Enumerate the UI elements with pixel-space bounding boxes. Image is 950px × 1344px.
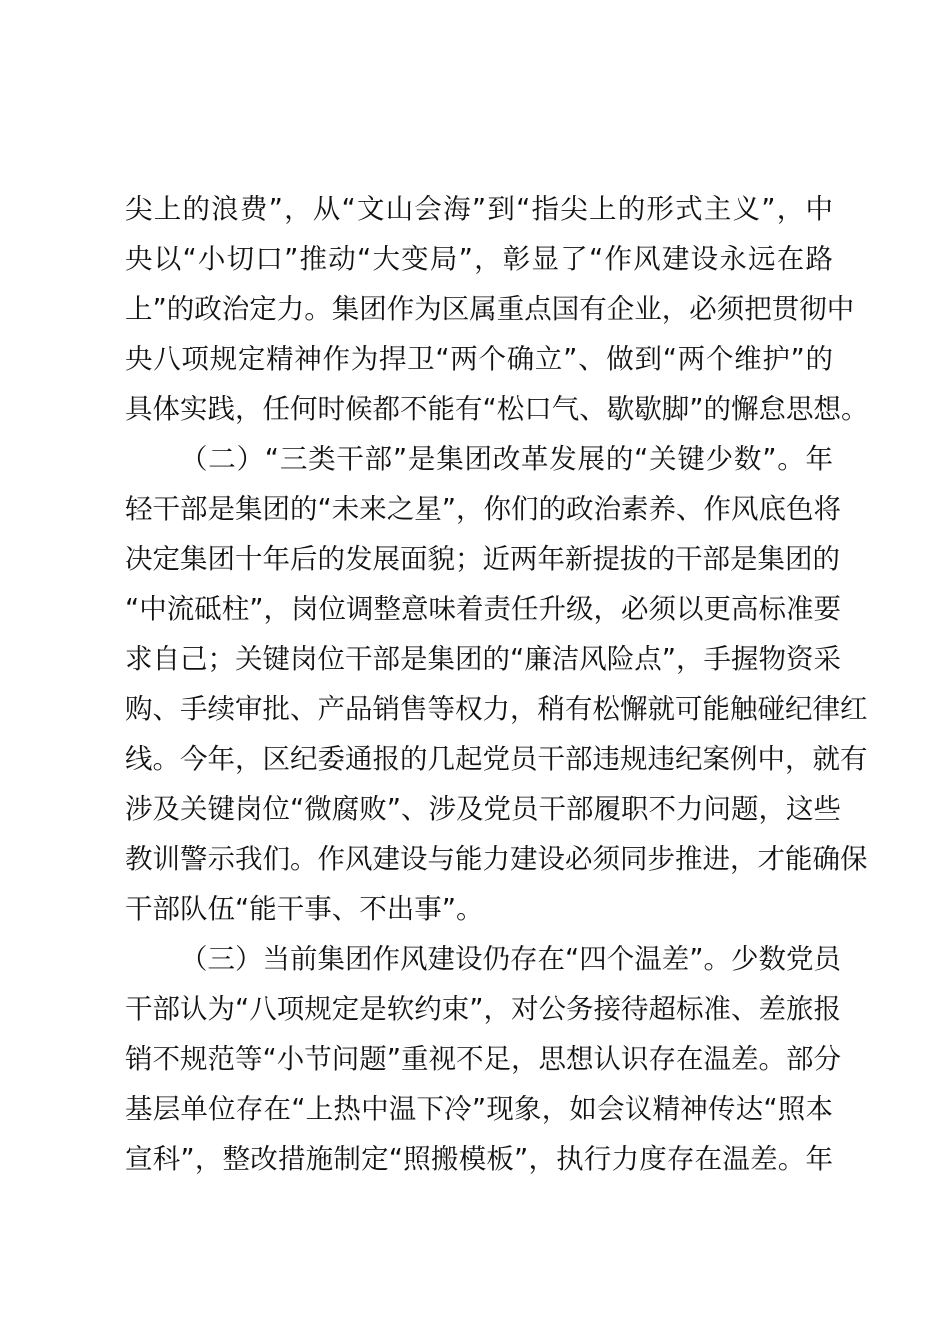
text-line: 上”的政治定力。集团作为区属重点国有企业，必须把贯彻中 — [125, 293, 855, 325]
text-line: 销不规范等“小节问题”重视不足，思想认识存在温差。部分 — [125, 1043, 841, 1075]
text-line: 具体实践，任何时候都不能有“松口气、歇歇脚”的懈怠思想。 — [125, 393, 869, 425]
text-line: 干部认为“八项规定是软约束”，对公务接待超标准、差旅报 — [125, 993, 841, 1025]
paragraph-1 — [125, 184, 869, 434]
text-line: 轻干部是集团的“未来之星”，你们的政治素养、作风底色将 — [125, 493, 841, 525]
text-line: 教训警示我们。作风建设与能力建设必须同步推进，才能确保 — [125, 843, 868, 875]
text-line: 尖上的浪费”，从“文山会海”到“指尖上的形式主义”，中 — [125, 193, 833, 225]
document-body — [125, 184, 869, 1184]
text-line: 线。今年，区纪委通报的几起党员干部违规违纪案例中，就有 — [125, 743, 868, 775]
text-line: 干部队伍“能干事、不出事”。 — [125, 893, 484, 925]
text-line: （二）“三类干部”是集团改革发展的“关键少数”。年 — [180, 443, 833, 475]
text-line: 央以“小切口”推动“大变局”，彰显了“作风建设永远在路 — [125, 243, 833, 275]
text-line: （三）当前集团作风建设仍存在“四个温差”。少数党员 — [180, 943, 841, 975]
text-line: “中流砥柱”，岗位调整意味着责任升级，必须以更高标准要 — [125, 593, 841, 625]
paragraph-2 — [125, 434, 868, 934]
text-line: 求自己；关键岗位干部是集团的“廉洁风险点”，手握物资采 — [125, 643, 841, 675]
text-line: 涉及关键岗位“微腐败”、涉及党员干部履职不力问题，这些 — [125, 793, 841, 825]
text-line: 购、手续审批、产品销售等权力，稍有松懈就可能触碰纪律红 — [125, 693, 868, 725]
text-line: 宣科”，整改措施制定“照搬模板”，执行力度存在温差。年 — [125, 1143, 833, 1175]
text-line: 央八项规定精神作为捍卫“两个确立”、做到“两个维护”的 — [125, 343, 833, 375]
text-line: 基层单位存在“上热中温下冷”现象，如会议精神传达“照本 — [125, 1093, 833, 1125]
paragraph-3 — [125, 934, 841, 1184]
text-line: 决定集团十年后的发展面貌；近两年新提拔的干部是集团的 — [125, 543, 840, 575]
